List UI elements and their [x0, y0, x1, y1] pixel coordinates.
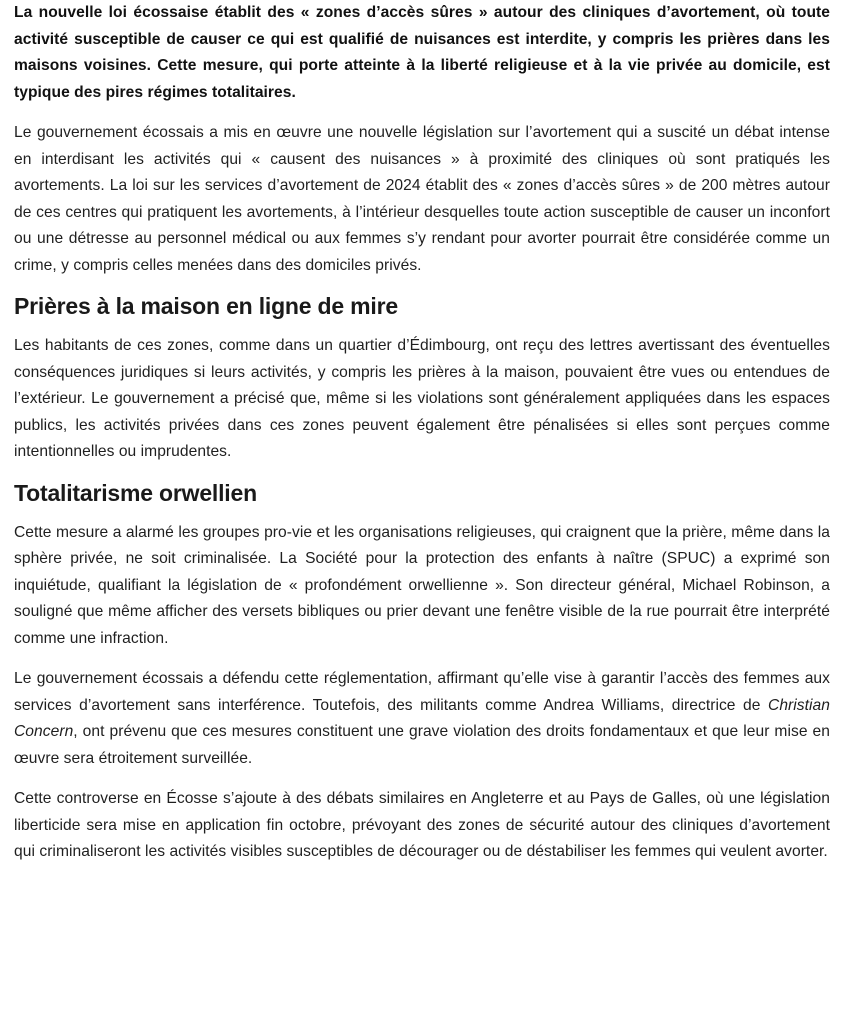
- paragraph-5: Cette controverse en Écosse s’ajoute à des débats similaires en Angleterre et au Pays de Galles, où une législation liberticide sera mise en application fin octobre, prévoyant des zones de sécurité autour des cliniques d’avortement qui criminaliseront les activités visibles susceptibles de décourager ou de déstabiliser les femmes qui veulent avorter.: [14, 790, 830, 860]
- article-lead: La nouvelle loi écossaise établit des « zones d’accès sûres » autour des cliniques d’avortement, où toute activité susceptible de causer ce qui est qualifié de nuisances est interdite, y compris les prières dans les maisons voisines. Cette mesure, qui porte atteinte à la liberté religieuse et à la vie privée au domicile, est typique des pires régimes totalitaires.: [14, 4, 830, 101]
- paragraph-1: Le gouvernement écossais a mis en œuvre une nouvelle législation sur l’avortement qui a suscité un débat intense en interdisant les activités qui « causent des nuisances » à proximité des cliniques où sont pratiqués les avortements. La loi sur les services d’avortement de 2024 établit des « zones d’accès sûres » de 200 mètres autour de ces centres qui pratiquent les avortements, à l’intérieur desquelles toute action susceptible de causer un inconfort ou une détresse au personnel médical ou aux femmes s’y rendant pour avorter pourrait être considérée comme un crime, y compris celles menées dans des domiciles privés.: [14, 124, 830, 274]
- christian-concern-name: Christian Concern: [14, 696, 830, 740]
- paragraph-2: Les habitants de ces zones, comme dans un quartier d’Édimbourg, ont reçu des lettres avertissant des éventuelles conséquences juridiques si leurs activités, y compris les prières à la maison, pouvaient être vues ou entendues de l’extérieur. Le gouvernement a précisé que, même si les violations sont généralement appliquées dans les espaces publics, les activités privées dans ces zones peuvent également être pénalisées si elles sont perçues comme intentionnelles ou imprudentes.: [14, 337, 830, 460]
- paragraph-4-end: , ont prévenu que ces mesures constituent une grave violation des droits fondamentaux et que leur mise en œuvre sera étroitement surveillée.: [14, 723, 830, 767]
- article-body: [14, 0, 830, 866]
- heading-prieres: Prières à la maison en ligne de mire: [14, 293, 398, 319]
- paragraph-4-start: Le gouvernement écossais a défendu cette réglementation, affirmant qu’elle vise à garantir l’accès des femmes aux services d’avortement sans interférence. Toutefois, des militants comme Andrea Williams, directrice de: [14, 670, 830, 714]
- paragraph-4: [14, 666, 830, 772]
- paragraph-3: Cette mesure a alarmé les groupes pro-vie et les organisations religieuses, qui craignent que la prière, même dans la sphère privée, ne soit criminalisée. La Société pour la protection des enfants à naître (SPUC) a exprimé son inquiétude, qualifiant la législation de « profondément orwellienne ». Son directeur général, Michael Robinson, a souligné que même afficher des versets bibliques ou prier devant une fenêtre visible de la rue pourrait être interprété comme une infraction.: [14, 523, 830, 647]
- heading-totalitarisme: Totalitarisme orwellien: [14, 479, 257, 506]
